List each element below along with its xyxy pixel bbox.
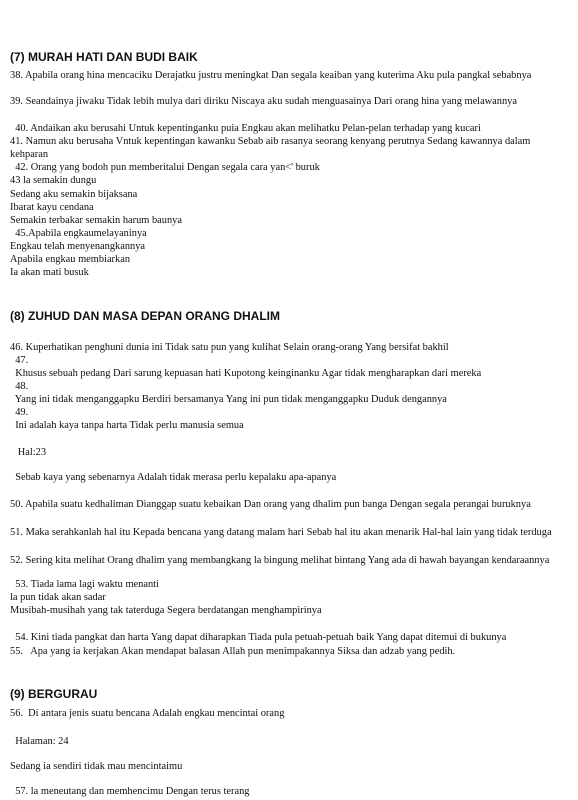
verse-line: 38. Apabila orang hina mencaciku Derajatku justru meningkat Dan segala keaiban yang kuterima Aku pula pangkal sebabnya — [10, 70, 532, 81]
verse-line: Musibah-musihah yang tak taterduga Segera berdatangan menghampirinya — [10, 605, 322, 616]
verse-line: 56. Di antara jenis suatu bencana Adalah engkau mencintai orang — [10, 708, 285, 719]
verse-line: la pun tidak akan sadar — [10, 592, 106, 603]
verse-line: 40. Andaikan aku berusahi Untuk kepentinganku puia Engkau akan melihatku Pelan-pelan terhadap yang kucari — [10, 123, 481, 134]
verse-line: 51. Maka serahkanlah hal itu Kepada bencana yang datang malam hari Sebab hal itu akan menarik Hal-hal lain yang tidak terduga — [10, 527, 552, 538]
verse-line: 49. — [10, 407, 29, 418]
verse-line: Sedang ia sendiri tidak mau mencintaimu — [10, 761, 183, 772]
verse-line: Ibarat kayu cendana — [10, 202, 94, 213]
verse-line: 55. Apa yang ia kerjakan Akan mendapat balasan Allah pun menimpakannya Siksa dan adzab yang pedih. — [10, 646, 456, 657]
page-number: Halaman: 24 — [10, 736, 69, 747]
section-heading: (7) MURAH HATI DAN BUDI BAIK — [10, 50, 198, 64]
verse-line: 39. Seandainya jiwaku Tidak lebih mulya dari diriku Niscaya aku sudah menguasainya Dari orang hina yang melawannya — [10, 96, 517, 107]
section-heading: (9) BERGURAU — [10, 687, 98, 701]
verse-line: Ini adalah kaya tanpa harta Tidak perlu manusia semua — [10, 420, 244, 431]
verse-line: Ia akan mati busuk — [10, 267, 89, 278]
verse-line: 43 la semakin dungu — [10, 175, 97, 186]
verse-line: 50. Apabila suatu kedhaliman Dianggap suatu kebaikan Dan orang yang dhalim pun banga Dengan segala perangai buruknya — [10, 499, 531, 510]
verse-line: Sedang aku semakin bijaksana — [10, 189, 138, 200]
verse-line: Apabila engkau membiarkan — [10, 254, 131, 265]
verse-line: Khusus sebuah pedang Dari sarung kepuasan hati Kupotong keinginanku Agar tidak mengharapkan dari mereka — [10, 368, 482, 379]
verse-line: 46. Kuperhatikan penghuni dunia ini Tidak satu pun yang kulihat Selain orang-orang Yang bersifat bakhil — [10, 342, 449, 353]
verse-line: 57. la meneutang dan memhencimu Dengan terus terang — [10, 786, 250, 797]
verse-line: 45.Apabila engkaumelayaninya — [10, 228, 147, 239]
verse-line: 47. — [10, 355, 29, 366]
verse-line: Yang ini tidak menganggapku Berdiri bersamanya Yang ini pun tidak menganggapku Duduk dengannya — [10, 394, 447, 405]
verse-line: Sebab kaya yang sebenarnya Adalah tidak merasa perlu kepalaku apa-apanya — [10, 472, 337, 483]
verse-line: 41. Namun aku berusaha Vntuk kepentingan kawanku Sebab aib rasanya seorang kenyang perutnya Sedang kawannya dalam kehparan — [10, 136, 531, 160]
verse-line: 48. — [10, 381, 29, 392]
page-number: Hal:23 — [10, 447, 47, 458]
verse-line: 53. Tiada lama lagi waktu menanti — [10, 579, 159, 590]
verse-line: 52. Sering kita melihat Orang dhalim yang membangkang la bingung melihat bintang Yang ada di hawah bayangan kendaraannya — [10, 555, 550, 566]
verse-line: 42. Orang yang bodoh pun memberitalui Dengan segala cara yan<' buruk — [10, 162, 320, 173]
verse-line: Engkau telah menyenangkannya — [10, 241, 146, 252]
verse-line: 54. Kini tiada pangkat dan harta Yang dapat diharapkan Tiada pula petuah-petuah baik Yang dapat ditemui di bukunya — [10, 632, 507, 643]
verse-line: Semakin terbakar semakin harum baunya — [10, 215, 182, 226]
section-heading: (8) ZUHUD DAN MASA DEPAN ORANG DHALIM — [10, 309, 280, 323]
